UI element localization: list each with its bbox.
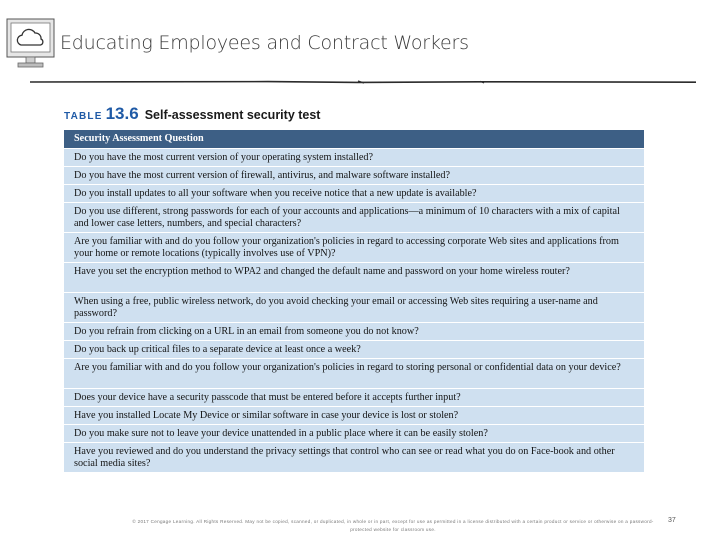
table-row: When using a free, public wireless network, do you avoid checking your email or accessing Web sites requiring a user-name and password?: [64, 292, 644, 322]
copyright-footer: © 2017 Cengage Learning. All Rights Reserved. May not be copied, scanned, or duplicated, in whole or in part, except for use as permitted in a license distributed with a certain product or service or otherwise on a password-protected website for classroom use.: [132, 519, 654, 532]
table-row: Have you installed Locate My Device or similar software in case your device is lost or stolen?: [64, 406, 644, 424]
title-divider: [28, 72, 696, 78]
table-row: Have you set the encryption method to WPA2 and changed the default name and password on your home wireless router?: [64, 262, 644, 292]
table-row: Do you use different, strong passwords for each of your accounts and applications—a minimum of 10 characters with a mix of capital and lower case letters, numbers, and special characters?: [64, 202, 644, 232]
table-row: Are you familiar with and do you follow your organization's policies in regard to storing personal or confidential data on your device?: [64, 358, 644, 388]
table-row: Are you familiar with and do you follow your organization's policies in regard to accessing corporate Web sites and applications from your home or remote locations (typically involves use of VPN)?: [64, 232, 644, 262]
security-assessment-table: [64, 130, 644, 472]
table-row: Have you reviewed and do you understand the privacy settings that control who can see or read what you do on Face-book and other social media sites?: [64, 442, 644, 472]
table-row: Do you make sure not to leave your device unattended in a public place where it can be easily stolen?: [64, 424, 644, 442]
table-row: Do you refrain from clicking on a URL in an email from someone you do not know?: [64, 322, 644, 340]
table-row: Does your device have a security passcode that must be entered before it accepts further input?: [64, 388, 644, 406]
table-heading: [64, 104, 320, 126]
table-label-number: 13.6: [105, 104, 139, 123]
table-row: Do you back up critical files to a separate device at least once a week?: [64, 340, 644, 358]
table-row: Do you have the most current version of your operating system installed?: [64, 148, 644, 166]
table-label-word: TABLE: [64, 111, 103, 122]
table-row: Do you install updates to all your software when you receive notice that a new update is available?: [64, 184, 644, 202]
cloud-computer-icon: [6, 16, 56, 74]
table-header: Security Assessment Question: [64, 130, 644, 148]
page-number: 37: [668, 517, 676, 524]
table-caption: Self-assessment security test: [144, 108, 321, 122]
table-row: Do you have the most current version of firewall, antivirus, and malware software installed?: [64, 166, 644, 184]
slide-title: Educating Employees and Contract Workers: [60, 32, 469, 54]
